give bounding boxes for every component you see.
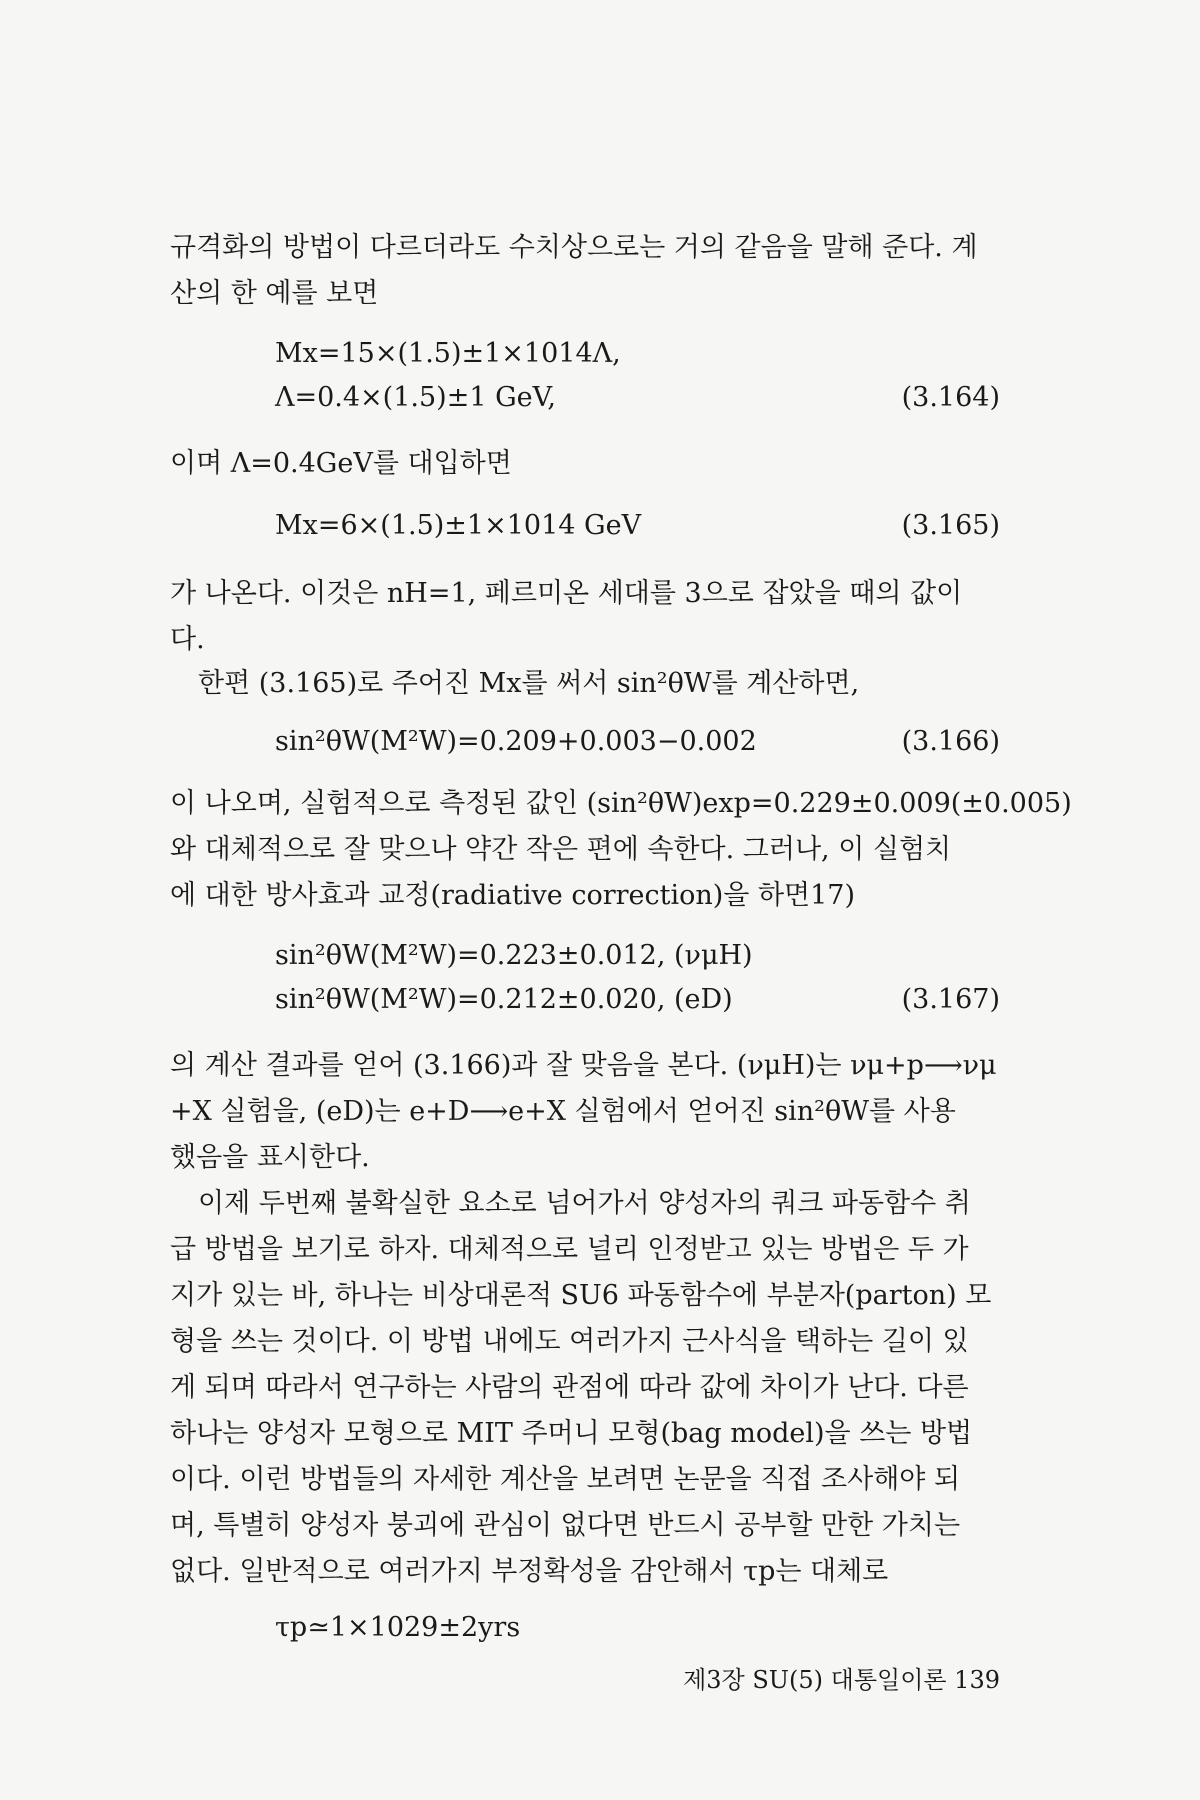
text-line: 의 계산 결과를 얻어 (3.166)과 잘 맞음을 본다. (νμH)는 νμ+p⟶νμ (170, 1050, 997, 1081)
equation: sin²θW(M²W)=0.223±0.012, (νμH) (275, 940, 753, 971)
text-line: 지가 있는 바, 하나는 비상대론적 SU6 파동함수에 부분자(parton) 모 (170, 1280, 992, 1311)
equation-number: (3.164) (901, 382, 1000, 413)
text-line: 형을 쓰는 것이다. 이 방법 내에도 여러가지 근사식을 택하는 길이 있 (170, 1326, 969, 1357)
text-line: 와 대체적으로 잘 맞으나 약간 작은 편에 속한다. 그러나, 이 실험치 (170, 834, 952, 865)
text-line: 이다. 이런 방법들의 자세한 계산을 보려면 논문을 직접 조사해야 되 (170, 1464, 961, 1495)
equation: Λ=0.4×(1.5)±1 GeV, (275, 382, 556, 413)
text-line: +X 실험을, (eD)는 e+D⟶e+X 실험에서 얻어진 sin²θW를 사용 (170, 1096, 956, 1127)
text-line: 하나는 양성자 모형으로 MIT 주머니 모형(bag model)을 쓰는 방법 (170, 1418, 973, 1449)
text-line: 며, 특별히 양성자 붕괴에 관심이 없다면 반드시 공부할 만한 가치는 (170, 1510, 961, 1541)
text-line: 가 나온다. 이것은 nH=1, 페르미온 세대를 3으로 잡았을 때의 값이 (170, 578, 963, 609)
text-line: 이제 두번째 불확실한 요소로 넘어가서 양성자의 쿼크 파동함수 취 (198, 1188, 971, 1219)
text-line: 이 나오며, 실험적으로 측정된 값인 (sin²θW)exp=0.229±0.009(±0.005) (170, 788, 1072, 819)
text-line: 다. (170, 624, 205, 655)
text-line: 한편 (3.165)로 주어진 Mx를 써서 sin²θW를 계산하면, (198, 668, 860, 699)
equation: τp≃1×1029±2yrs (275, 1612, 521, 1643)
equation: Mx=6×(1.5)±1×1014 GeV (275, 510, 642, 541)
equation: sin²θW(M²W)=0.212±0.020, (eD) (275, 984, 733, 1015)
text-line: 에 대한 방사효과 교정(radiative correction)을 하면17) (170, 880, 856, 911)
equation-number: (3.167) (901, 984, 1000, 1015)
equation: sin²θW(M²W)=0.209+0.003−0.002 (275, 726, 757, 757)
text-line: 이며 Λ=0.4GeV를 대입하면 (170, 448, 512, 479)
text-line: 없다. 일반적으로 여러가지 부정확성을 감안해서 τp는 대체로 (170, 1556, 889, 1587)
text-line: 급 방법을 보기로 하자. 대체적으로 널리 인정받고 있는 방법은 두 가 (170, 1234, 969, 1265)
equation: Mx=15×(1.5)±1×1014Λ, (275, 338, 621, 369)
text-line: 규격화의 방법이 다르더라도 수치상으로는 거의 같음을 말해 준다. 계 (170, 232, 978, 263)
page-footer: 제3장 SU(5) 대통일이론 139 (683, 1666, 1000, 1694)
text-line: 산의 한 예를 보면 (170, 278, 379, 309)
text-line: 게 되며 따라서 연구하는 사람의 관점에 따라 값에 차이가 난다. 다른 (170, 1372, 969, 1403)
equation-number: (3.165) (901, 510, 1000, 541)
text-line: 했음을 표시한다. (170, 1142, 370, 1173)
equation-number: (3.166) (901, 726, 1000, 757)
